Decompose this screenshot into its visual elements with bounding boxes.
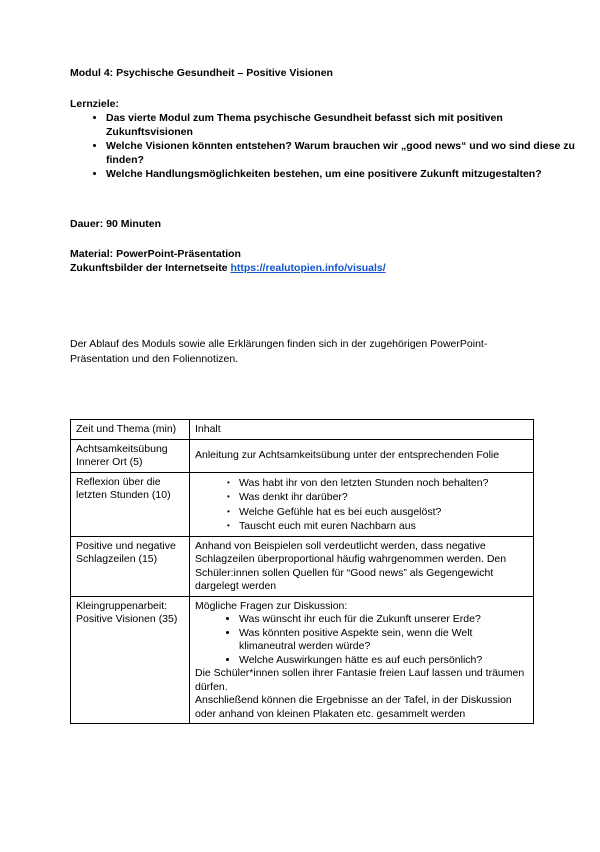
goal-item: • Das vierte Modul zum Thema psychische Gesundheit befasst sich mit positiven Zukunftsvisionen <box>106 112 576 139</box>
table-row <box>71 439 534 472</box>
list-item: • Was könnten positive Aspekte sein, wenn die Welt klimaneutral werden würde? <box>239 627 528 654</box>
discussion-note: Die Schüler*innen sollen ihrer Fantasie freien Lauf lassen und träumen dürfen. <box>195 667 525 693</box>
row-content: Anleitung zur Achtsamkeitsübung unter der entsprechenden Folie <box>190 439 534 472</box>
module-title: Modul 4: Psychische Gesundheit – Positive Visionen <box>70 67 333 79</box>
discussion-result: Anschließend können die Ergebnisse an der Tafel, in der Diskussion oder anhand von kleinen Plakaten etc. gesammelt werden <box>195 694 512 720</box>
row-topic: Reflexion über die letzten Stunden (10) <box>71 472 190 536</box>
list-item: • Was wünscht ihr euch für die Zukunft unserer Erde? <box>239 613 528 627</box>
list-item: • Was denkt ihr darüber? <box>239 490 528 505</box>
goal-item: • Welche Handlungsmöglichkeiten bestehen, um eine positivere Zukunft mitzugestalten? <box>106 168 576 182</box>
header-time-topic: Zeit und Thema (min) <box>71 420 190 440</box>
duration: Dauer: 90 Minuten <box>70 218 162 230</box>
row-topic: Kleingruppenarbeit: Positive Visionen (35) <box>71 596 190 724</box>
material-line-2 <box>70 261 386 275</box>
list-item: • Was habt ihr von den letzten Stunden noch behalten? <box>239 476 528 491</box>
material-prefix: Zukunftsbilder der Internetseite <box>70 262 231 274</box>
table-header-row <box>71 420 534 440</box>
discussion-list <box>195 613 528 667</box>
row-content <box>190 596 534 724</box>
table-row <box>71 472 534 536</box>
info-paragraph: Der Ablauf des Moduls sowie alle Erklärungen finden sich in der zugehörigen PowerPoint-Präsentation und den Foliennotizen. <box>70 338 488 365</box>
reflection-list <box>195 476 528 534</box>
list-item: • Welche Gefühle hat es bei euch ausgelöst? <box>239 505 528 520</box>
table-row <box>71 596 534 724</box>
list-item: • Tauscht euch mit euren Nachbarn aus <box>239 519 528 534</box>
goal-item: • Welche Visionen könnten entstehen? Warum brauchen wir „good news“ und wo sind diese zu finden? <box>106 140 576 167</box>
row-topic: Achtsamkeitsübung Innerer Ort (5) <box>71 439 190 472</box>
goals-label: Lernziele: <box>70 98 120 110</box>
list-item: • Welche Auswirkungen hätte es auf euch persönlich? <box>239 654 528 668</box>
goals-list <box>70 112 576 183</box>
row-content: Anhand von Beispielen soll verdeutlicht werden, dass negative Schlagzeilen überproportional häufig wahrgenommen werden. Den Schüler:innen sollen Quellen für “Good news” als Gegengewicht dargelegt werden <box>190 536 534 596</box>
row-topic: Positive und negative Schlagzeilen (15) <box>71 536 190 596</box>
row-content <box>190 472 534 536</box>
table-row <box>71 536 534 596</box>
schedule-table <box>70 419 534 724</box>
material-link[interactable]: https://realutopien.info/visuals/ <box>230 262 386 274</box>
material-line-1: Material: PowerPoint-Präsentation <box>70 248 241 260</box>
discussion-intro: Mögliche Fragen zur Diskussion: <box>195 599 348 612</box>
header-content: Inhalt <box>190 420 534 440</box>
